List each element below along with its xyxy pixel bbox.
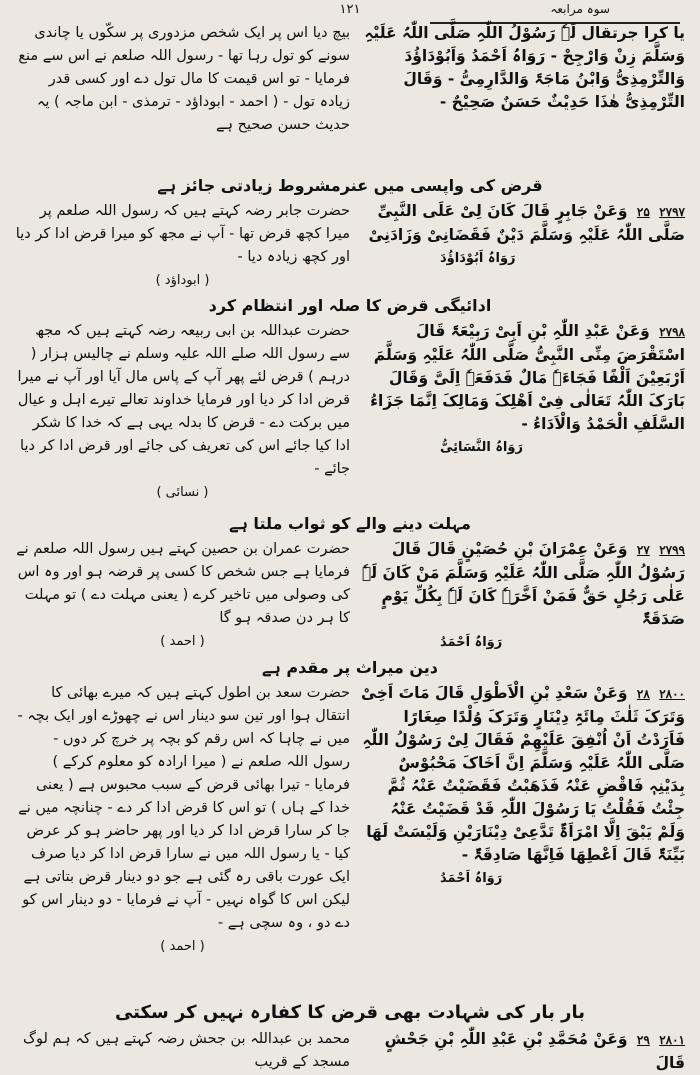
hadith-urdu: محمد بن عبداللہ بن جحش رضہ کہتے ہیں کہ ہم لوگ مسجد کے قریب (23, 1031, 350, 1070)
urdu-reference: ( احمد ) (160, 939, 205, 954)
section-heading: بار بار کی شہادت بھی قرض کا کفارہ نہیں کر سکتی (114, 1002, 586, 1023)
arabic-reference: رَوَاہُ اَحْمَدُ (440, 871, 503, 886)
running-title: سوہ مرابعہ (550, 2, 610, 16)
urdu-reference: ( نسائی ) (156, 485, 209, 500)
hadith-arabic: ۲۸۰۱ ۲۹ وَعَنْ مُحَمَّدِ بْنِ عَبْدِ اللّٰہِ بْنِ جَحْشٍ قَالَ (384, 1030, 685, 1072)
hadith-number: ۲۷۹۸ (659, 325, 685, 339)
hadith-arabic: ۲۷۹۸ وَعَنْ عَبْدِ اللّٰہِ بْنِ اَبِیْ رَبِیْعَۃَ قَالَ اسْتَقْرَضَ مِنِّی النَّبِیُّ صَلَّی اللّٰہُ عَلَیْہِ وَسَلَّمَ اَرْبَعِیْنَ اَلْفًا فَجَاءَہٗ مَالٌ فَدَفَعَہٗ اِلَیَّ وَقَالَ بَارَکَ اللّٰہُ تَعَالٰی فِیْ اَھْلِکَ وَمَالِکَ اِنَّمَا جَزَاءُ السَّلَفِ الْحَمْدُ وَالْاَدَاءُ - رَوَاہُ النَّسَائِیُّ (360, 320, 685, 459)
urdu-reference: ( احمد ) (160, 634, 205, 649)
hadith-sub-number: ۲۵ (636, 205, 650, 219)
urdu-reference: ( ابوداؤد ) (155, 273, 210, 288)
hadith-urdu: حضرت سعد بن اطول کہتے ہیں کہ میرے بھائی کا انتقال ہوا اور تین سو دینار اس نے چھوڑے اور ایک بچہ - میں نے چاہا کہ اس رقم کو بچہ پر خرچ کر دوں - رسول اللہ صلعم نے ( میرا ارادہ کو معلوم کرکے ) فرمایا - تیرا بھائی قرض کے سبب محبوس ہے ( یعنی خدا کے ہاں ) تو اس کا قرض ادا کر دے - چنانچہ میں نے جا کر سارا قرض ادا کر دیا اور پھر حاضر ہو کر عرض کیا - یا رسول اللہ میں نے سارا قرض ادا کر دیا صرف ایک عورت باقی رہ گئی ہے جو دو دینار قرض بتاتی ہے لیکن اس کا گواہ نہیں - آپ نے فرمایا - دو دینار اس کو دے دو ، وہ سچی ہے - ( احمد ) (15, 682, 350, 958)
hadith-urdu: حضرت جابر رضہ کہتے ہیں کہ رسول اللہ صلعم پر میرا کچھ قرض تھا - آپ نے مجھ کو میرا قرض ادا کر دیا اور کچھ زیادہ دیا - ( ابوداؤد ) (15, 200, 350, 292)
arabic-reference: رَوَاہُ النَّسَائِیُّ (440, 440, 523, 455)
hadith-sub-number: ۲۸ (636, 687, 650, 701)
section-heading: ادائیگی قرض کا صلہ اور انتظام کرد (208, 296, 492, 315)
hadith-number: ۲۸۰۰ (659, 687, 685, 701)
hadith-arabic: ۲۷۹۷ ۲۵ وَعَنْ جَابِرٍ قَالَ کَانَ لِیْ عَلَی النَّبِیِّ صَلَّی اللّٰہُ عَلَیْہِ وَسَلَّمَ دَیْنٌ فَقَضَانِیْ وَزَادَنِیْ رَوَاہُ اَبُوْدَاؤُدَ (360, 200, 685, 270)
hadith-urdu: حضرت عمران بن حصین کہتے ہیں رسول اللہ صلعم نے فرمایا ہے جس شخص کا کسی پر قرضہ ہو اور وہ اس کی وصولی میں تاخیر کرے ( یعنی مہلت دے ) تو مہلت کا ہر دن صدقہ ہو گا ( احمد ) (15, 538, 350, 653)
hadith-arabic: ۲۸۰۰ ۲۸ وَعَنْ سَعْدِ بْنِ الْاَطْوَلِ قَالَ مَاتَ اَخِیْ وَتَرَکَ ثَلٰثَ مِائَۃِ دِیْنَارٍ وَتَرَکَ وُلْدًا صِغَارًا فَاَرَدْتُ اَنْ اُنْفِقَ عَلَیْھِمْ فَقَالَ لِیْ رَسُوْلُ اللّٰہِ صَلَّی اللّٰہُ عَلَیْہِ وَسَلَّمَ اِنَّ اَخَاکَ مَحْبُوْسٌ بِدَیْنِہٖ فَاقْضِ عَنْہُ فَذَھَبْتُ فَقَضَیْتُ عَنْہُ ثُمَّ جِئْتُ فَقُلْتُ یَا رَسُوْلَ اللّٰہِ قَدْ قَضَیْتُ عَنْہُ وَلَمْ یَبْقَ اِلَّا امْرَاَۃٌ تَدَّعِیْ دِیْنَارَیْنِ وَلَیْسَتْ لَھَا بَیِّنَۃٌ قَالَ اَعْطِھَا فَاِنَّھَا صَادِقَۃٌ - رَوَاہُ اَحْمَدُ (360, 682, 685, 890)
hadith-urdu: بیچ دیا اس پر ایک شخص مزدوری پر سکّوں یا چاندی سونے کو تول رہا تھا - رسول اللہ صلعم نے اس سے منع فرمایا - تو اس قیمت کا مال تول دے اور کسی قدر زیادہ تول - ( احمد - ابوداؤد - ترمذی - ابن ماجہ ) یہ حدیث حسن صحیح ہے (18, 25, 350, 133)
arabic-reference: رَوَاہُ اَبُوْدَاؤُدَ (440, 251, 516, 266)
page-number: ۱۲۱ (339, 2, 361, 17)
hadith-urdu: حضرت عبداللہ بن ابی ربیعہ رضہ کہتے ہیں کہ مجھ سے رسول اللہ صلے اللہ علیہ وسلم نے چالیس ہزار ( درہم ) قرض لئے پھر آپ کے پاس مال آیا اور آپ نے میرا قرض ادا کر دیا اور فرمایا خداوند تعالے تیرے اہل و عیال میں برکت دے - قرض کا بدلہ یہی ہے کہ خدا کا شکر ادا کیا جائے اس کی تعریف کی جائے اور قرض ادا کر دیا جائے - ( نسائی ) (15, 320, 350, 504)
hadith-arabic: ۲۷۹۹ ۲۷ وَعَنْ عِمْرَانَ بْنِ حُصَیْنٍ قَالَ قَالَ رَسُوْلُ اللّٰہِ صَلَّی اللّٰہُ عَلَیْہِ وَسَلَّمَ مَنْ کَانَ لَہٗ عَلٰی رَجُلٍ حَقٌّ فَمَنْ اَخَّرَہٗ کَانَ لَہٗ بِکُلِّ یَوْمٍ صَدَقَۃٌ رَوَاہُ اَحْمَدُ (360, 538, 685, 654)
hadith-number: ۲۸۰۱ (659, 1033, 685, 1047)
hadith-arabic: یا کرا جرتقال لَہٗ رَسُوْلُ اللّٰہِ صَلَّی اللّٰہُ عَلَیْہِ وَسَلَّمَ زِنْ وَارْجِحْ - رَوَاہُ اَحْمَدُ وَاَبُوْدَاؤُدَ وَالتِّرْمِذِیُّ وَابْنُ مَاجَۃَ وَالدَّارِمِیُّ - وَقَالَ التِّرْمِذِیُّ ھٰذَا حَدِیْثٌ حَسَنٌ صَحِیْحٌ - (364, 24, 685, 111)
section-heading: مہلت دینے والے کو ثواب ملتا ہے (229, 514, 471, 533)
hadith-sub-number: ۲۹ (636, 1033, 650, 1047)
hadith-number: ۲۷۹۷ (659, 205, 685, 219)
section-heading: دین میراث پر مقدم ہے (262, 658, 438, 677)
section-heading: قرض کی واپسی میں عنرمشروط زیادتی جائز ہے (157, 176, 543, 195)
hadith-number: ۲۷۹۹ (659, 543, 685, 557)
arabic-reference: رَوَاہُ اَحْمَدُ (440, 635, 503, 650)
hadith-sub-number: ۲۷ (636, 543, 650, 557)
